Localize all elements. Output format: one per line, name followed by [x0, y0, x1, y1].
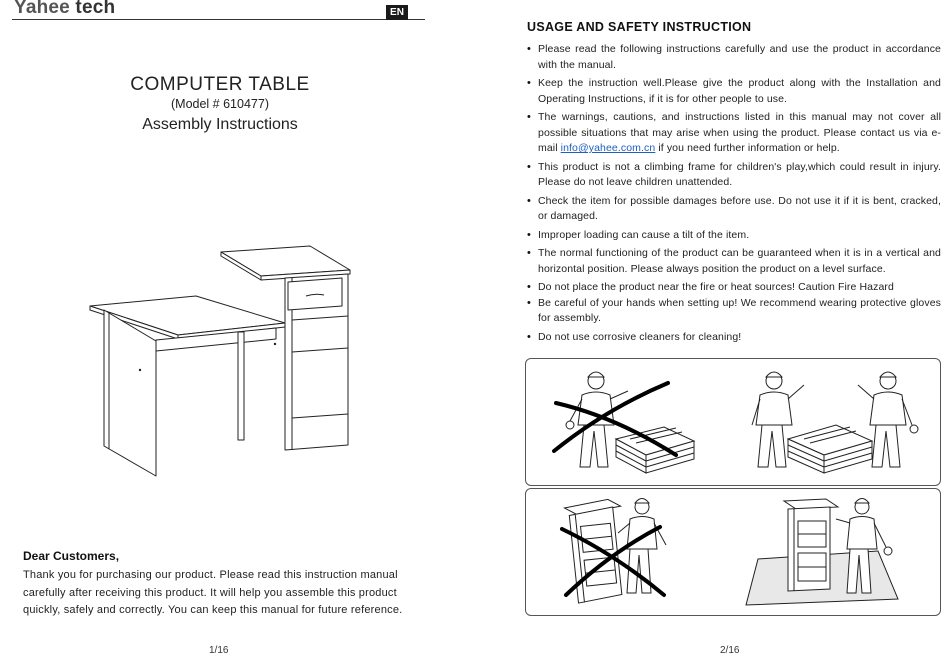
lifting-illustration-panel: [525, 358, 941, 486]
level-surface-illustration-panel: [525, 488, 941, 616]
list-item: • Be careful of your hands when setting up! We recommend wearing protective gloves for assembly.: [527, 296, 941, 327]
list-item: • Please read the following instructions carefully and use the product in accordance with the manual.: [527, 42, 941, 73]
model-number: (Model # 610477): [171, 97, 269, 111]
computer-table-illustration: [80, 240, 360, 480]
greeting: Dear Customers,: [23, 549, 120, 563]
list-item: • Improper loading can cause a tilt of the item.: [527, 228, 941, 244]
level-cabinet: [784, 499, 838, 591]
document-subtitle: Assembly Instructions: [142, 116, 298, 133]
list-item: • Do not use corrosive cleaners for cleaning!: [527, 330, 941, 346]
brand-logo: [14, 0, 115, 19]
lifting-illustration: [526, 359, 940, 485]
brand-word-1: Yahee: [14, 0, 70, 18]
header-rule: [12, 19, 425, 20]
right-page: [475, 0, 950, 660]
warnings-text-end: if you need further information or help.: [655, 142, 840, 154]
list-item: • Do not place the product near the fire or heat sources! Caution Fire Hazard: [527, 280, 941, 296]
page-number: 2/16: [720, 645, 740, 656]
prohibited-cross-icon: [554, 383, 676, 455]
level-surface-illustration: [526, 489, 940, 615]
language-badge: EN: [386, 5, 408, 20]
list-item-warnings: [527, 110, 941, 157]
wood-crate-left: [616, 427, 694, 473]
intro-paragraph: Thank you for purchasing our product. Please read this instruction manual carefully after receiving this product. It will help you assemble this product quickly, safely and correctly. You can keep this manual for future reference.: [23, 569, 403, 616]
product-title: COMPUTER TABLE: [130, 74, 310, 95]
list-item: • Keep the instruction well.Please give the product along with the Installation and Operating Instructions, if it is for other people to use.: [527, 76, 941, 107]
safety-instruction-list: [527, 42, 941, 348]
warnings-text-start: The warnings, cautions, and instructions listed in this manual may not cover all possible situations that may arise when using the product. Please contact us via e-mail: [538, 111, 941, 154]
wood-crate-right: [788, 425, 872, 473]
list-item: • Check the item for possible damages before use. Do not use it if it is bent, cracked, or damaged.: [527, 194, 941, 225]
brand-word-2: tech: [75, 0, 116, 18]
email-link[interactable]: info@yahee.com.cn: [560, 142, 656, 154]
list-item: • This product is not a climbing frame for children's play,which could result in injury. Please do not leave children unattended.: [527, 160, 941, 191]
list-item: • The normal functioning of the product can be guaranteed when it is in a vertical and horizontal position. Please always position the product on a level surface.: [527, 246, 941, 277]
safety-heading: USAGE AND SAFETY INSTRUCTION: [527, 20, 752, 34]
page-number: 1/16: [209, 645, 229, 656]
